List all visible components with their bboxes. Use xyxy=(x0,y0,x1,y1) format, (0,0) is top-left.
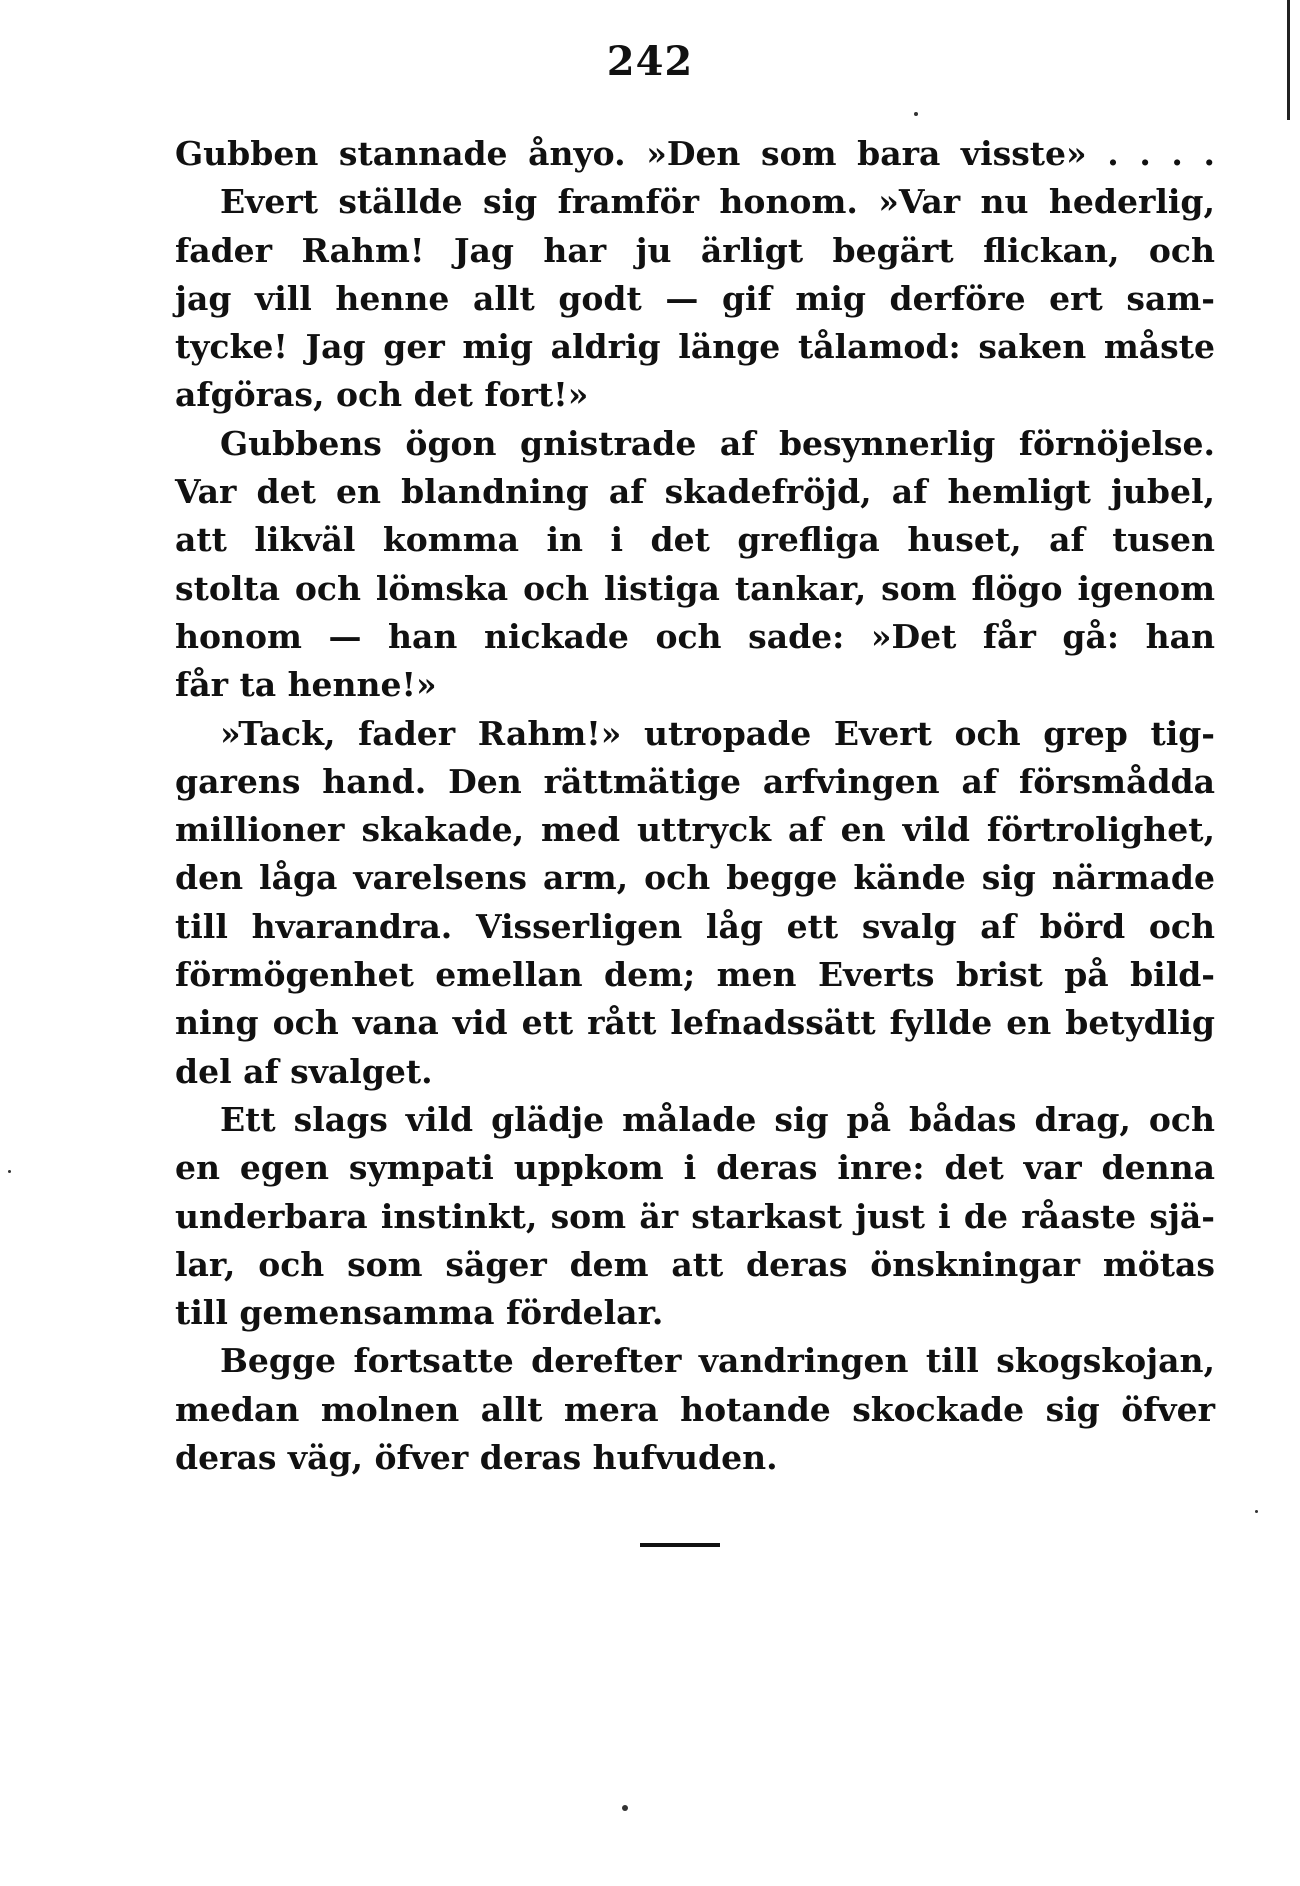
text-line: till gemensamma fördelar. xyxy=(175,1293,664,1333)
text-line: Var det en blandning af skadefröjd, af hemligt jubel, xyxy=(175,472,1215,512)
scan-speck xyxy=(1255,1510,1258,1513)
text-line: tycke! Jag ger mig aldrig länge tålamod: saken måste xyxy=(175,327,1215,367)
text-line: Gubbens ögon gnistrade af besynnerlig förnöjelse. xyxy=(220,423,1215,463)
text-line: honom — han nickade och sade: »Det får gå: han xyxy=(175,616,1215,656)
text-line: deras väg, öfver deras hufvuden. xyxy=(175,1438,778,1478)
body-text xyxy=(175,130,1215,1482)
text-line: jag vill henne allt godt — gif mig derföre ert sam- xyxy=(175,278,1215,318)
text-line: Gubben stannade ånyo. »Den som bara visste» . . . . xyxy=(175,134,1215,173)
text-line: ning och vana vid ett rått lefnadssätt fyllde en betydlig xyxy=(175,1003,1215,1043)
text-line: får ta henne!» xyxy=(175,665,437,705)
text-line: Ett slags vild glädje målade sig på bådas drag, och xyxy=(220,1099,1215,1139)
scan-speck xyxy=(622,1805,628,1811)
text-line: Evert ställde sig framför honom. »Var nu hederlig, xyxy=(220,182,1215,222)
text-line: medan molnen allt mera hotande skockade sig öfver xyxy=(175,1389,1215,1429)
text-line: millioner skakade, med uttryck af en vild förtrolighet, xyxy=(175,810,1215,850)
scan-edge-line xyxy=(1287,0,1290,120)
text-line: Begge fortsatte derefter vandringen till skogskojan, xyxy=(220,1341,1215,1381)
text-line: en egen sympati uppkom i deras inre: det var denna xyxy=(175,1148,1215,1188)
closing-rule xyxy=(640,1543,720,1547)
text-line: lar, och som säger dem att deras önskningar mötas xyxy=(175,1244,1215,1284)
text-line: fader Rahm! Jag har ju ärligt begärt flickan, och xyxy=(175,230,1215,270)
text-line: »Tack, fader Rahm!» utropade Evert och grep tig- xyxy=(220,713,1215,753)
page-number: 242 xyxy=(606,38,694,85)
text-line: afgöras, och det fort!» xyxy=(175,375,589,415)
text-line: del af svalget. xyxy=(175,1051,433,1091)
text-line: den låga varelsens arm, och begge kände sig närmade xyxy=(175,858,1215,898)
text-line: stolta och lömska och listiga tankar, som flögo igenom xyxy=(175,568,1215,608)
scan-speck xyxy=(8,1170,11,1173)
scan-speck xyxy=(914,112,918,116)
text-line: garens hand. Den rättmätige arfvingen af försmådda xyxy=(175,761,1215,801)
text-line: förmögenhet emellan dem; men Everts brist på bild- xyxy=(175,955,1215,995)
text-line: att likväl komma in i det grefliga huset, af tusen xyxy=(175,520,1215,560)
text-line: till hvarandra. Visserligen låg ett svalg af börd och xyxy=(175,906,1215,946)
text-line: underbara instinkt, som är starkast just i de råaste sjä- xyxy=(175,1196,1215,1236)
